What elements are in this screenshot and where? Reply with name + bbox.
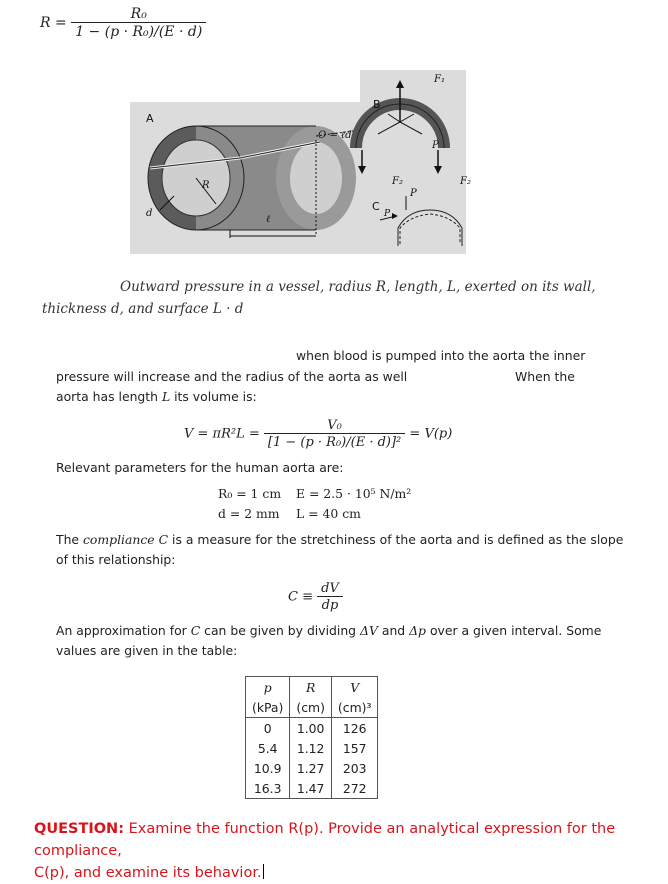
approx-and: and (377, 623, 410, 638)
param-r0: R₀ = 1 cm (218, 486, 282, 501)
table-cell: 5.4 (246, 738, 290, 758)
intro-line-1: when blood is pumped into the aorta the inner (296, 348, 586, 363)
compliance-numerator: dV (321, 581, 339, 596)
compliance-pre: The (56, 532, 83, 547)
figure-caption (42, 276, 642, 320)
intro-line-2b: When the (515, 369, 575, 384)
table-unit-p: (kPa) (246, 697, 290, 718)
table-row (246, 758, 378, 778)
compliance-var: C (154, 532, 169, 547)
label-f2-right: F₂ (460, 176, 471, 187)
values-table (245, 676, 378, 799)
table-header-row (246, 677, 378, 698)
pressure-figure-svg (130, 70, 471, 254)
table-cell: 126 (331, 718, 378, 739)
table-cell: 1.27 (290, 758, 332, 778)
compliance-denominator: dp (317, 596, 343, 613)
approx-var-c: C (190, 623, 201, 638)
label-p-arc: P (432, 140, 439, 151)
table-cell: 1.12 (290, 738, 332, 758)
intro-line-3 (56, 387, 257, 407)
table-cell: 1.47 (290, 778, 332, 799)
table-cell: 203 (331, 758, 378, 778)
table-unit-r: (cm) (290, 697, 332, 718)
intro-line-3-post: its volume is: (170, 389, 257, 404)
volume-lhs: V = πR²L = (184, 426, 260, 442)
compliance-line-2: of this relationship: (56, 552, 176, 567)
formula-fraction (71, 6, 206, 40)
table-unit-v: (cm)³ (331, 697, 378, 718)
table-cell: 272 (331, 778, 378, 799)
approx-text-c: over a given interval. Some (426, 623, 602, 638)
param-e: E = 2.5 · 10⁵ N/m² (296, 486, 412, 501)
label-a: A (146, 112, 154, 125)
pressure-figure (130, 70, 471, 254)
question-label: QUESTION: (34, 821, 124, 837)
intro-line-2a: pressure will increase and the radius of the aorta as well (56, 369, 408, 384)
table-cell: 10.9 (246, 758, 290, 778)
table-cell: 0 (246, 718, 290, 739)
compliance-term: compliance (82, 532, 155, 547)
formula-numerator: R₀ (130, 6, 147, 22)
top-formula (40, 6, 240, 52)
approx-line-1 (56, 621, 601, 641)
label-f1: F₁ (434, 74, 445, 85)
params-intro: Relevant parameters for the human aorta are: (56, 460, 344, 475)
volume-denominator: [1 − (p · R₀)/(E · d)]² (264, 433, 405, 450)
approx-line-2: values are given in the table: (56, 643, 238, 658)
label-f2-left: F₂ (392, 176, 403, 187)
caption-line-1: Outward pressure in a vessel, radius R, length, L, exerted on its wall, (120, 279, 596, 295)
label-c: C (372, 200, 380, 213)
approx-text-b: can be given by dividing (200, 623, 360, 638)
approx-text-a: An approximation for (56, 623, 191, 638)
intro-line-3-pre: aorta has length (56, 389, 162, 404)
question-body: Examine the function R(p). Provide an analytical expression for the compliance, (34, 821, 616, 859)
label-r: R (202, 180, 210, 191)
compliance-formula (288, 581, 343, 613)
intro-line-3-var: L (161, 389, 171, 404)
label-d: d (146, 208, 153, 219)
param-l: L = 40 cm (296, 506, 361, 521)
compliance-line-1 (56, 530, 656, 550)
label-l: ℓ (266, 214, 271, 225)
approx-delta-p: Δp (409, 623, 426, 638)
volume-fraction (264, 418, 405, 450)
volume-formula (184, 418, 452, 450)
label-p-c: P (410, 188, 417, 199)
label-p-left: P (384, 209, 391, 219)
label-o: O = ℓd (318, 130, 352, 141)
text-cursor (263, 864, 264, 879)
table-row (246, 738, 378, 758)
caption-line-2: thickness d, and surface L · d (42, 301, 244, 317)
values-table-wrap (245, 676, 378, 799)
approx-delta-v: ΔV (360, 623, 378, 638)
volume-numerator: V₀ (327, 418, 342, 433)
formula-lhs: R = (40, 15, 67, 31)
table-units-row (246, 697, 378, 718)
question-body-2: C(p), and examine its behavior. (34, 865, 262, 881)
compliance-fraction (317, 581, 343, 613)
question-text[interactable] (34, 818, 664, 884)
label-b: B (373, 98, 381, 111)
cylinder-drawing (148, 126, 360, 238)
compliance-post: is a measure for the stretchiness of the aorta and is defined as the slope (168, 532, 624, 547)
param-d: d = 2 mm (218, 506, 280, 521)
table-header-p: p (246, 677, 290, 698)
table-cell: 157 (331, 738, 378, 758)
table-cell: 16.3 (246, 778, 290, 799)
formula-denominator: 1 − (p · R₀)/(E · d) (71, 22, 206, 40)
table-row (246, 718, 378, 739)
table-header-r: R (290, 677, 332, 698)
volume-rhs: = V(p) (409, 426, 453, 442)
compliance-lhs: C ≡ (288, 589, 313, 605)
table-cell: 1.00 (290, 718, 332, 739)
table-row (246, 778, 378, 799)
table-header-v: V (331, 677, 378, 698)
